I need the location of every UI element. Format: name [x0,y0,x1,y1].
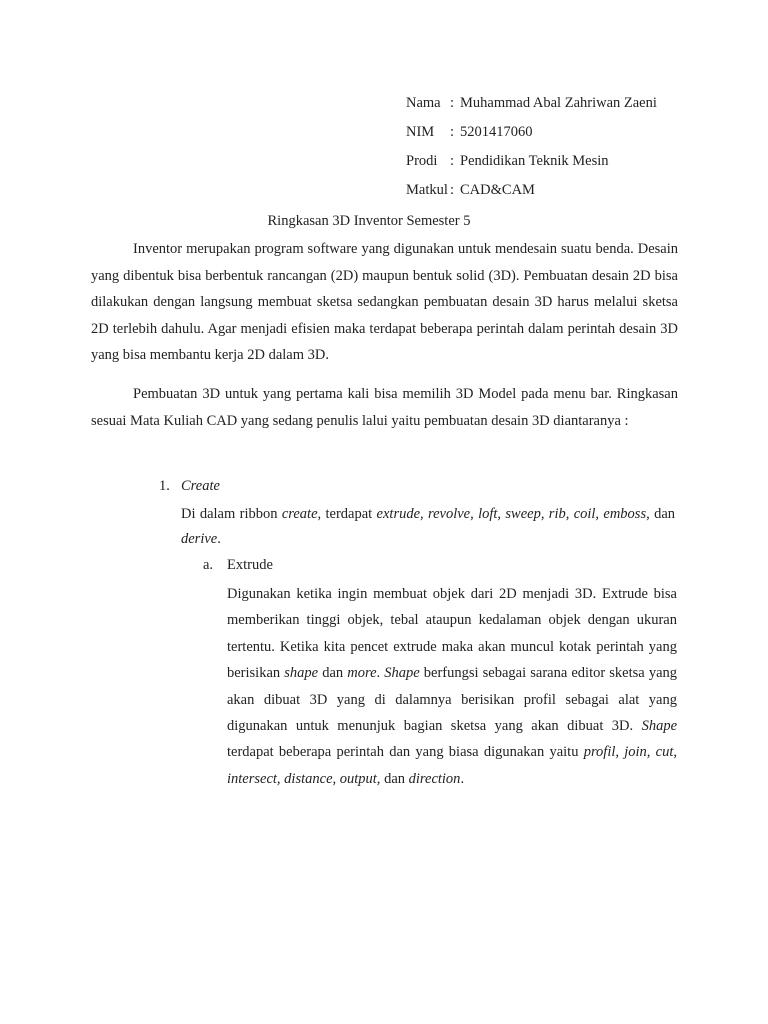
text-run-italic: more [347,665,377,682]
info-value: CAD&CAM [460,182,535,198]
sub-item-label: Extrude [227,557,273,573]
sub-item-extrude [203,555,273,575]
info-label: Prodi [406,153,438,169]
text-run-italic: Shape [641,718,677,735]
info-row-prodi [406,150,726,179]
create-description [181,502,675,552]
info-separator: : [450,182,455,198]
list-number: 1. [159,478,170,494]
text-run: dan [380,770,409,787]
text-run-italic: shape [284,665,319,682]
info-value: Muhammad Abal Zahriwan Zaeni [460,95,657,111]
text-run: Digunakan ketika ingin membuat objek dari 2D menjadi 3D. Extrude bisa memberikan tinggi objek, tebal ataupun kedalaman objek dengan ukuran tertentu. Ketika kita pencet extrude maka akan muncul kotak perintah yang berisikan [227,586,677,682]
info-label: Nama [406,95,441,111]
text-run-italic: extrude, revolve, loft, sweep, rib, coil, emboss, [376,506,650,522]
text-run: . [376,665,385,682]
text-run-italic: direction [408,770,461,787]
text-run: . [460,770,465,787]
text-run: , terdapat [317,506,377,522]
text-run: berfungsi sebagai sarana editor sketsa yang akan dibuat 3D yang di dalamnya berisikan profil sebagai alat yang digunakan untuk menunjuk bagian sketsa yang akan dibuat 3D. [227,665,678,735]
text-run-italic: profil, join, cut, intersect, distance, output, [227,744,677,787]
text-run: . [217,531,221,547]
text-run: dan [649,506,675,522]
info-value: Pendidikan Teknik Mesin [460,153,609,169]
info-label: NIM [406,124,435,140]
text-run: Di dalam ribbon [181,506,282,522]
text-run: terdapat beberapa perintah dan yang biasa digunakan yaitu [227,744,584,761]
info-separator: : [450,95,455,111]
document-title-text: Ringkasan 3D Inventor Semester 5 [267,213,471,229]
paragraph-intro: Inventor merupakan program software yang digunakan untuk mendesain suatu benda. Desain yang dibentuk bisa berbentuk rancangan (2D) maupun bentuk solid (3D). Pembuatan desain 2D bisa dilakukan dengan langsung membuat sketsa sedangkan pembuatan desain 3D harus melalui sketsa 2D terlebih dahulu. Agar menjadi efisien maka terdapat beberapa perintah dalam perintah desain 3D yang bisa membantu kerja 2D dalam 3D. [91,241,678,363]
paragraph-3d-model: Pembuatan 3D untuk yang pertama kali bisa memilih 3D Model pada menu bar. Ringkasan sesuai Mata Kuliah CAD yang sedang penulis lalui yaitu pembuatan desain 3D diantaranya : [91,386,678,429]
document-title [0,211,768,231]
list-item-label: Create [181,478,220,494]
info-row-matkul [406,179,726,208]
info-label: Matkul [406,182,448,198]
sub-item-letter: a. [203,557,214,573]
info-value: 5201417060 [460,124,533,140]
info-row-nama [406,92,726,121]
extrude-description [227,581,677,792]
text-run-italic: derive [181,531,218,547]
info-separator: : [450,124,455,140]
info-separator: : [450,153,455,169]
text-run: dan [318,665,348,682]
info-row-nim [406,121,726,150]
list-item-create [159,476,220,496]
student-info [406,92,726,208]
text-run-italic: create [281,506,318,522]
text-run-italic: Shape [384,665,420,682]
